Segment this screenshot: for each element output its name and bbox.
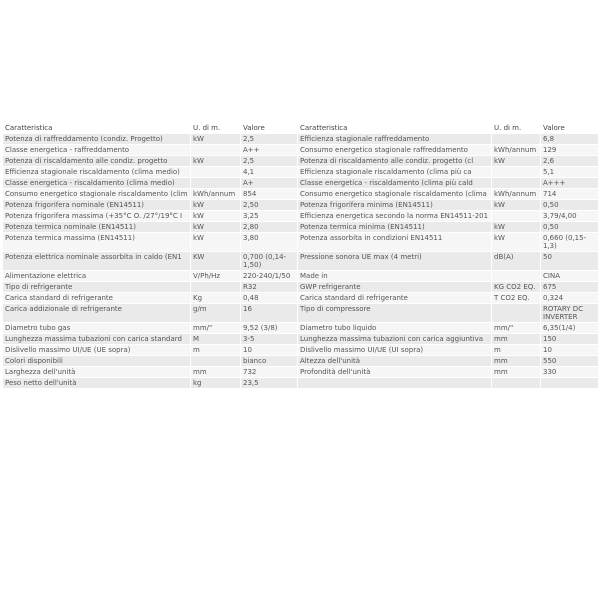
header-value: Valore	[241, 123, 298, 134]
table-row	[3, 211, 599, 222]
left-value-cell: 16	[241, 304, 298, 323]
left-characteristic-cell: Alimentazione elettrica	[3, 271, 191, 282]
table-row	[3, 367, 599, 378]
right-characteristic-cell: Altezza dell'unità	[298, 356, 492, 367]
right-value-cell: A+++	[541, 178, 599, 189]
left-unit-cell: kW	[191, 222, 241, 233]
left-value-cell: 4,1	[241, 167, 298, 178]
left-characteristic-cell: Potenza elettrica nominale assorbita in caldo (EN1	[3, 252, 191, 271]
right-characteristic-cell	[298, 378, 492, 389]
header-characteristic: Caratteristica	[3, 123, 191, 134]
right-unit-cell: T CO2 EQ.	[492, 293, 541, 304]
left-value-cell: 3,25	[241, 211, 298, 222]
left-value-cell: 10	[241, 345, 298, 356]
table-row	[3, 145, 599, 156]
right-value-cell: 330	[541, 367, 599, 378]
table-row	[3, 178, 599, 189]
left-unit-cell	[191, 178, 241, 189]
right-unit-cell	[492, 304, 541, 323]
left-value-cell: A+	[241, 178, 298, 189]
left-unit-cell: kWh/annum	[191, 189, 241, 200]
table-row	[3, 189, 599, 200]
right-unit-cell: m	[492, 345, 541, 356]
right-characteristic-cell: Efficienza stagionale raffreddamento	[298, 134, 492, 145]
table-row	[3, 334, 599, 345]
table-row	[3, 233, 599, 252]
left-unit-cell	[191, 282, 241, 293]
left-value-cell: R32	[241, 282, 298, 293]
right-unit-cell: mm	[492, 367, 541, 378]
left-characteristic-cell: Classe energetica - riscaldamento (clima medio)	[3, 178, 191, 189]
table-row	[3, 323, 599, 334]
right-characteristic-cell: Pressione sonora UE max (4 metri)	[298, 252, 492, 271]
table-row	[3, 271, 599, 282]
left-characteristic-cell: Tipo di refrigerante	[3, 282, 191, 293]
right-value-cell: 3,79/4,00	[541, 211, 599, 222]
left-unit-cell: kW	[191, 211, 241, 222]
left-characteristic-cell: Potenza di raffreddamento (condiz. Progetto)	[3, 134, 191, 145]
table-row	[3, 345, 599, 356]
right-characteristic-cell: Potenza frigorifera minima (EN14511)	[298, 200, 492, 211]
left-characteristic-cell: Dislivello massimo UI/UE (UE sopra)	[3, 345, 191, 356]
right-characteristic-cell: Potenza assorbita in condizioni EN14511	[298, 233, 492, 252]
left-unit-cell: kW	[191, 134, 241, 145]
header-unit: U. di m.	[492, 123, 541, 134]
right-value-cell: 550	[541, 356, 599, 367]
left-characteristic-cell: Peso netto dell'unità	[3, 378, 191, 389]
left-value-cell: 2,5	[241, 134, 298, 145]
header-unit: U. di m.	[191, 123, 241, 134]
left-characteristic-cell: Larghezza dell'unità	[3, 367, 191, 378]
left-unit-cell: m	[191, 345, 241, 356]
left-value-cell: 2,50	[241, 200, 298, 211]
right-characteristic-cell: Efficienza stagionale riscaldamento (clima più ca	[298, 167, 492, 178]
right-value-cell: ROTARY DC INVERTER	[541, 304, 599, 323]
left-characteristic-cell: Efficienza stagionale riscaldamento (clima medio)	[3, 167, 191, 178]
right-value-cell	[541, 378, 599, 389]
right-characteristic-cell: Classe energetica - riscaldamento (clima più cald	[298, 178, 492, 189]
right-value-cell: 6,35(1/4)	[541, 323, 599, 334]
right-characteristic-cell: Carica standard di refrigerante	[298, 293, 492, 304]
left-value-cell: 854	[241, 189, 298, 200]
left-characteristic-cell: Lunghezza massima tubazioni con carica standard	[3, 334, 191, 345]
right-unit-cell: kW	[492, 200, 541, 211]
left-value-cell: 2,80	[241, 222, 298, 233]
table-row	[3, 156, 599, 167]
left-characteristic-cell: Potenza termica nominale (EN14511)	[3, 222, 191, 233]
left-characteristic-cell: Diametro tubo gas	[3, 323, 191, 334]
right-characteristic-cell: Potenza termica minima (EN14511)	[298, 222, 492, 233]
right-unit-cell	[492, 378, 541, 389]
left-characteristic-cell: Potenza frigorifera massima (+35°C O. /27°/19°C I	[3, 211, 191, 222]
left-unit-cell: g/m	[191, 304, 241, 323]
table-row	[3, 378, 599, 389]
table-row	[3, 282, 599, 293]
left-unit-cell: V/Ph/Hz	[191, 271, 241, 282]
right-characteristic-cell: Dislivello massimo UI/UE (UI sopra)	[298, 345, 492, 356]
right-unit-cell	[492, 134, 541, 145]
left-unit-cell: kg	[191, 378, 241, 389]
right-characteristic-cell: Diametro tubo liquido	[298, 323, 492, 334]
table-row	[3, 134, 599, 145]
right-value-cell: 0,660 (0,15-1,3)	[541, 233, 599, 252]
right-value-cell: 150	[541, 334, 599, 345]
right-characteristic-cell: Consumo energetico stagionale riscaldamento (clima	[298, 189, 492, 200]
right-unit-cell: kW	[492, 233, 541, 252]
right-characteristic-cell: Tipo di compressore	[298, 304, 492, 323]
left-unit-cell: KW	[191, 252, 241, 271]
right-characteristic-cell: Made in	[298, 271, 492, 282]
right-unit-cell: KG CO2 EQ.	[492, 282, 541, 293]
left-unit-cell: Kg	[191, 293, 241, 304]
right-unit-cell: kWh/annum	[492, 189, 541, 200]
left-value-cell: 2,5	[241, 156, 298, 167]
left-unit-cell: kW	[191, 156, 241, 167]
left-characteristic-cell: Potenza termica massima (EN14511)	[3, 233, 191, 252]
right-characteristic-cell: Efficienza energetica secondo la norma EN14511-201	[298, 211, 492, 222]
left-value-cell: bianco	[241, 356, 298, 367]
left-value-cell: 732	[241, 367, 298, 378]
right-unit-cell	[492, 211, 541, 222]
right-characteristic-cell: GWP refrigerante	[298, 282, 492, 293]
right-value-cell: 675	[541, 282, 599, 293]
right-unit-cell: mm	[492, 334, 541, 345]
table-row	[3, 304, 599, 323]
left-unit-cell	[191, 356, 241, 367]
right-unit-cell: mm	[492, 356, 541, 367]
left-characteristic-cell: Consumo energetico stagionale riscaldamento (clim	[3, 189, 191, 200]
left-value-cell: 9,52 (3/8)	[241, 323, 298, 334]
left-value-cell: 0,48	[241, 293, 298, 304]
header-characteristic: Caratteristica	[298, 123, 492, 134]
table-row	[3, 200, 599, 211]
left-characteristic-cell: Potenza di riscaldamento alle condiz. progetto	[3, 156, 191, 167]
right-characteristic-cell: Lunghezza massima tubazioni con carica aggiuntiva	[298, 334, 492, 345]
left-unit-cell: kW	[191, 200, 241, 211]
right-value-cell: 2,6	[541, 156, 599, 167]
left-characteristic-cell: Carica standard di refrigerante	[3, 293, 191, 304]
left-unit-cell: M	[191, 334, 241, 345]
right-characteristic-cell: Potenza di riscaldamento alle condiz. progetto (cl	[298, 156, 492, 167]
right-value-cell: 5,1	[541, 167, 599, 178]
left-unit-cell: kW	[191, 233, 241, 252]
left-unit-cell	[191, 145, 241, 156]
right-value-cell: CINA	[541, 271, 599, 282]
left-value-cell: 3,80	[241, 233, 298, 252]
right-unit-cell: kW	[492, 156, 541, 167]
right-value-cell: 0,50	[541, 200, 599, 211]
specifications-table	[2, 122, 599, 389]
right-unit-cell: kWh/annum	[492, 145, 541, 156]
right-value-cell: 0,50	[541, 222, 599, 233]
left-value-cell: 0,700 (0,14-1,50)	[241, 252, 298, 271]
right-characteristic-cell: Profondità dell'unità	[298, 367, 492, 378]
right-unit-cell: kW	[492, 222, 541, 233]
header-value: Valore	[541, 123, 599, 134]
left-value-cell: 3-5	[241, 334, 298, 345]
table-row	[3, 252, 599, 271]
right-value-cell: 10	[541, 345, 599, 356]
left-characteristic-cell: Potenza frigorifera nominale (EN14511)	[3, 200, 191, 211]
right-unit-cell	[492, 178, 541, 189]
table-header-row	[3, 123, 599, 134]
right-value-cell: 714	[541, 189, 599, 200]
left-characteristic-cell: Colori disponibili	[3, 356, 191, 367]
right-value-cell: 129	[541, 145, 599, 156]
right-unit-cell: mm/"	[492, 323, 541, 334]
table-row	[3, 167, 599, 178]
right-unit-cell: dB(A)	[492, 252, 541, 271]
table-row	[3, 222, 599, 233]
right-unit-cell	[492, 167, 541, 178]
right-value-cell: 0,324	[541, 293, 599, 304]
left-characteristic-cell: Classe energetica - raffreddamento	[3, 145, 191, 156]
table-row	[3, 293, 599, 304]
left-characteristic-cell: Carica addizionale di refrigerante	[3, 304, 191, 323]
right-unit-cell	[492, 271, 541, 282]
table-row	[3, 356, 599, 367]
left-value-cell: 23,5	[241, 378, 298, 389]
left-unit-cell: mm	[191, 367, 241, 378]
left-unit-cell: mm/"	[191, 323, 241, 334]
right-value-cell: 50	[541, 252, 599, 271]
right-characteristic-cell: Consumo energetico stagionale raffreddamento	[298, 145, 492, 156]
left-value-cell: 220-240/1/50	[241, 271, 298, 282]
right-value-cell: 6,8	[541, 134, 599, 145]
left-unit-cell	[191, 167, 241, 178]
left-value-cell: A++	[241, 145, 298, 156]
